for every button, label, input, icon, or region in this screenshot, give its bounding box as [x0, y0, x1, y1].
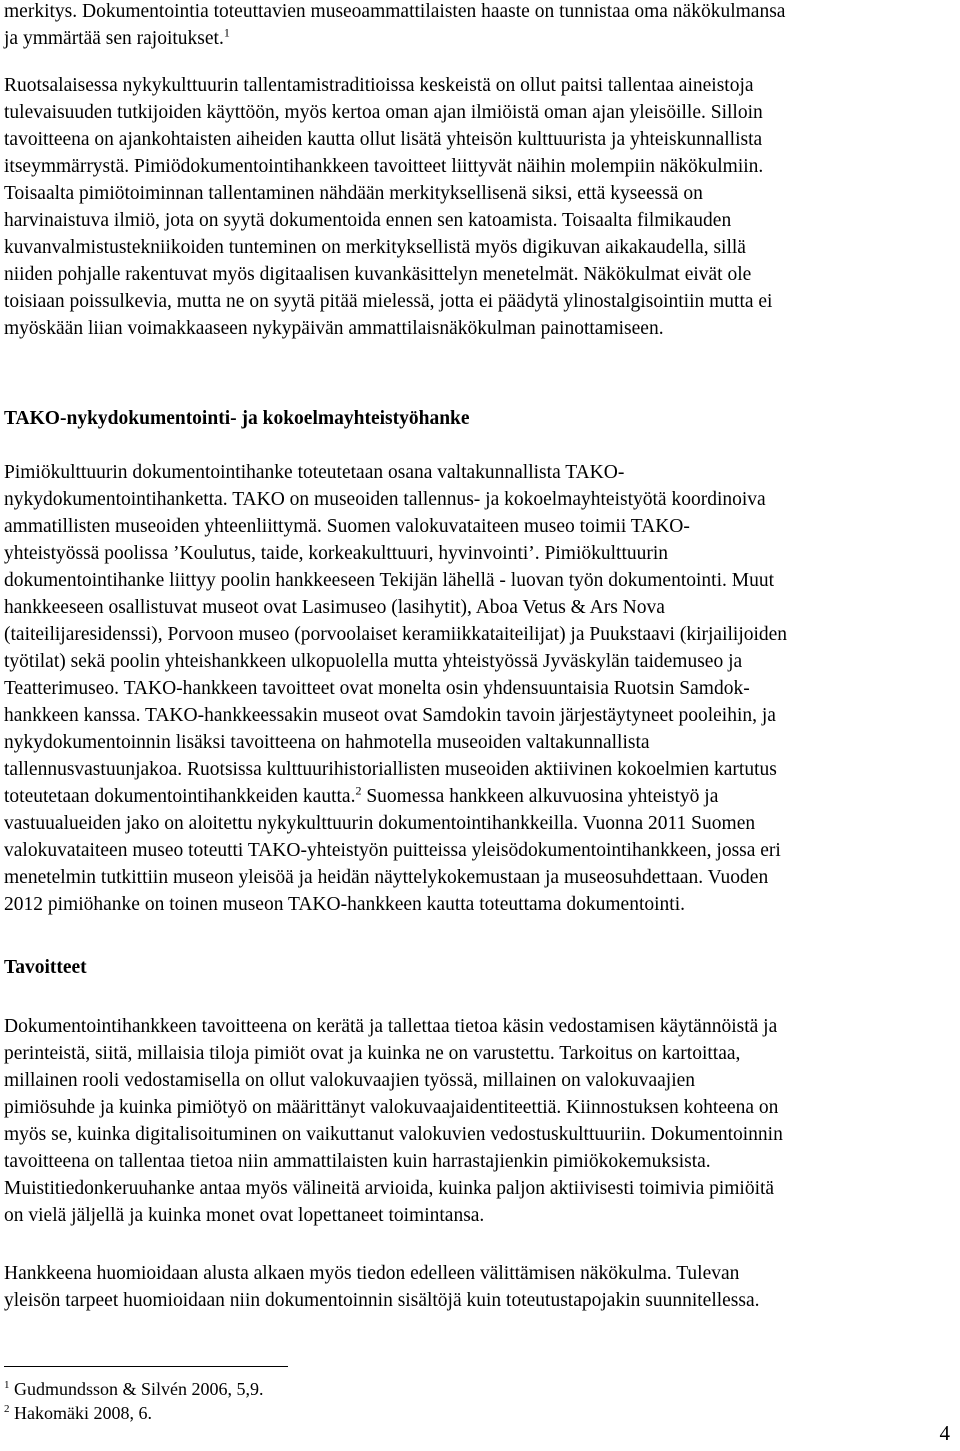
text-line: tavoitteena on tallentaa tietoa niin ammattilaisten kuin harrastajienkin pimiökokemuksista.: [4, 1151, 711, 1172]
text-line: Ruotsalaisessa nykykulttuurin tallentamistraditioissa keskeistä on ollut paitsi tallentaa aineistoja: [4, 75, 754, 96]
text-line: dokumentointihanke liittyy poolin hankkeeseen Tekijän lähellä - luovan työn dokumentointi. Muut: [4, 570, 775, 591]
text-line: millainen rooli vedostamisella on ollut valokuvaajien työssä, millainen on valokuvaajien: [4, 1070, 696, 1091]
text-line: toisiaan poissulkevia, mutta ne on syytä pitää mielessä, jotta ei päädytä ylinostalgisointiin mutta ei: [4, 291, 773, 312]
text-line: pimiösuhde ja kuinka pimiötyö on määrittänyt valokuvaajaidentiteettiä. Kiinnostuksen kohteena on: [4, 1097, 779, 1118]
text-line: Pimiökulttuurin dokumentointihanke toteutetaan osana valtakunnallista TAKO-: [4, 462, 625, 483]
footnote-text: Gudmundsson & Silvén 2006, 5,9.: [9, 1379, 264, 1399]
text-line: myöskään liian voimakkaaseen nykypäivän ammattilaisnäkökulman painottamiseen.: [4, 318, 664, 339]
paragraph-tako: [4, 459, 956, 918]
footnote-ref: 1: [223, 25, 230, 40]
text-line: tulevaisuuden tutkijoiden käyttöön, myös kertoa oman ajan ilmiöistä oman ajan yleisöille. Silloin: [4, 102, 763, 123]
text-line: vastuualueiden jako on aloitettu nykykulttuurin dokumentointihankkeilla. Vuonna 2011 Suomen: [4, 813, 756, 834]
footnote: [4, 1378, 264, 1400]
footnote-mark: 1: [4, 1379, 10, 1391]
text-line: tavoitteena on ajankohtaisten aiheiden kautta ollut lisätä yhteisön kulttuurista ja yhteiskunnallista: [4, 129, 763, 150]
paragraph-tavoitteet: [4, 1013, 956, 1229]
paragraph-ruotsalaisessa: [4, 72, 956, 342]
text-line: hankkeen kanssa. TAKO-hankkeessakin museot ovat Samdokin tavoin järjestäytyneet pooleihin, ja: [4, 705, 776, 726]
text-line: Toisaalta pimiötoiminnan tallentaminen nähdään merkityksellisenä siksi, että kyseessä on: [4, 183, 703, 204]
text-line: niiden pohjalle rakentuvat myös digitaalisen kuvankäsittelyn menetelmät. Näkökulmat eivät ole: [4, 264, 752, 285]
footnote-text: Hakomäki 2008, 6.: [9, 1403, 152, 1423]
text-line: valokuvataiteen museo toteutti TAKO-yhteistyön puitteissa yleisödokumentointihankkeen, jossa eri: [4, 840, 781, 861]
text-line: perinteistä, siitä, millaisia tiloja pimiöt ovat ja kuinka ne on varustettu. Tarkoitus on kartoittaa,: [4, 1043, 741, 1064]
paragraph-hankkeena: [4, 1260, 956, 1314]
text-line: itseymmärrystä. Pimiödokumentointihankkeen tavoitteet liittyvät näihin molempiin näkökulmiin.: [4, 156, 764, 177]
text-line: nykydokumentoinnin lisäksi tavoitteena on hahmotella museoiden valtakunnallista: [4, 732, 650, 753]
text-line: kuvanvalmistustekniikoiden tunteminen on merkityksellistä myös digikuvan aikakaudella, sillä: [4, 237, 746, 258]
footnote-divider: [4, 1366, 288, 1367]
text-line: työtilat) sekä poolin yhteishankkeen ulkopuolella mutta yhteistyössä Jyväskylän taidemuseo ja: [4, 651, 743, 672]
text-line: merkitys. Dokumentointia toteuttavien museoammattilaisten haaste on tunnistaa oma näkökulmansa: [4, 1, 786, 22]
page-number: 4: [939, 1421, 950, 1445]
text-line: Dokumentointihankkeen tavoitteena on kerätä ja tallettaa tietoa käsin vedostamisen käytännöistä ja: [4, 1016, 778, 1037]
text-line: menetelmin tutkittiin museon yleisöä ja heidän näyttelykokemustaan ja museosuhdettaan. Vuoden: [4, 867, 769, 888]
footnote-mark: 2: [4, 1403, 10, 1415]
text-line: harvinaistuva ilmiö, jota on syytä dokumentoida ennen sen katoamista. Toisaalta filmikauden: [4, 210, 732, 231]
section-heading: Tavoitteet: [4, 957, 87, 978]
text-line: ja ymmärtää sen rajoitukset.: [4, 28, 224, 49]
text-line: myös se, kuinka digitalisoituminen on vaikuttanut valokuvien vedostuskulttuuriin. Dokumentoinnin: [4, 1124, 783, 1145]
text-line: hankkeeseen osallistuvat museot ovat Lasimuseo (lasihytit), Aboa Vetus & Ars Nova: [4, 597, 665, 618]
text-line: toteutetaan dokumentointihankkeiden kautta.: [4, 786, 356, 807]
text-line: (taiteilijaresidenssi), Porvoon museo (porvoolaiset keramiikkataiteilijat) ja Puukstaavi (kirjailijoiden: [4, 624, 788, 645]
section-heading: TAKO-nykydokumentointi- ja kokoelmayhteistyöhanke: [4, 408, 470, 429]
paragraph-continued: [4, 0, 956, 52]
text-line: nykydokumentointihanketta. TAKO on museoiden tallennus- ja kokoelmayhteistyötä koordinoiva: [4, 489, 766, 510]
text-line: Teatterimuseo. TAKO-hankkeen tavoitteet ovat monelta osin yhdensuuntaisia Ruotsin Samdok-: [4, 678, 750, 699]
text-line: on vielä jäljellä ja kuinka monet ovat lopettaneet toimintansa.: [4, 1205, 485, 1226]
text-line: ammatillisten museoiden yhteenliittymä. Suomen valokuvataiteen museo toimii TAKO-: [4, 516, 690, 537]
text-line: Hankkeena huomioidaan alusta alkaen myös tiedon edelleen välittämisen näkökulma. Tulevan: [4, 1263, 740, 1284]
text-line: tallennusvastuunjakoa. Ruotsissa kulttuurihistoriallisten museoiden aktiivinen kokoelmien kartutus: [4, 759, 777, 780]
text-line: yleisön tarpeet huomioidaan niin dokumentoinnin sisältöjä kuin toteutustapojakin suunnitellessa.: [4, 1290, 760, 1311]
footnote: [4, 1402, 152, 1424]
text-line: Suomessa hankkeen alkuvuosina yhteistyö ja: [361, 786, 719, 807]
text-line: yhteistyössä poolissa ’Koulutus, taide, korkeakulttuuri, hyvinvointi’. Pimiökulttuurin: [4, 543, 669, 564]
footnote-ref: 2: [355, 783, 362, 798]
text-line: Muistitiedonkeruuhanke antaa myös välineitä arvioida, kuinka paljon aktiivisesti toimivia pimiöitä: [4, 1178, 775, 1199]
text-line: 2012 pimiöhanke on toinen museon TAKO-hankkeen kautta toteuttama dokumentointi.: [4, 894, 685, 915]
